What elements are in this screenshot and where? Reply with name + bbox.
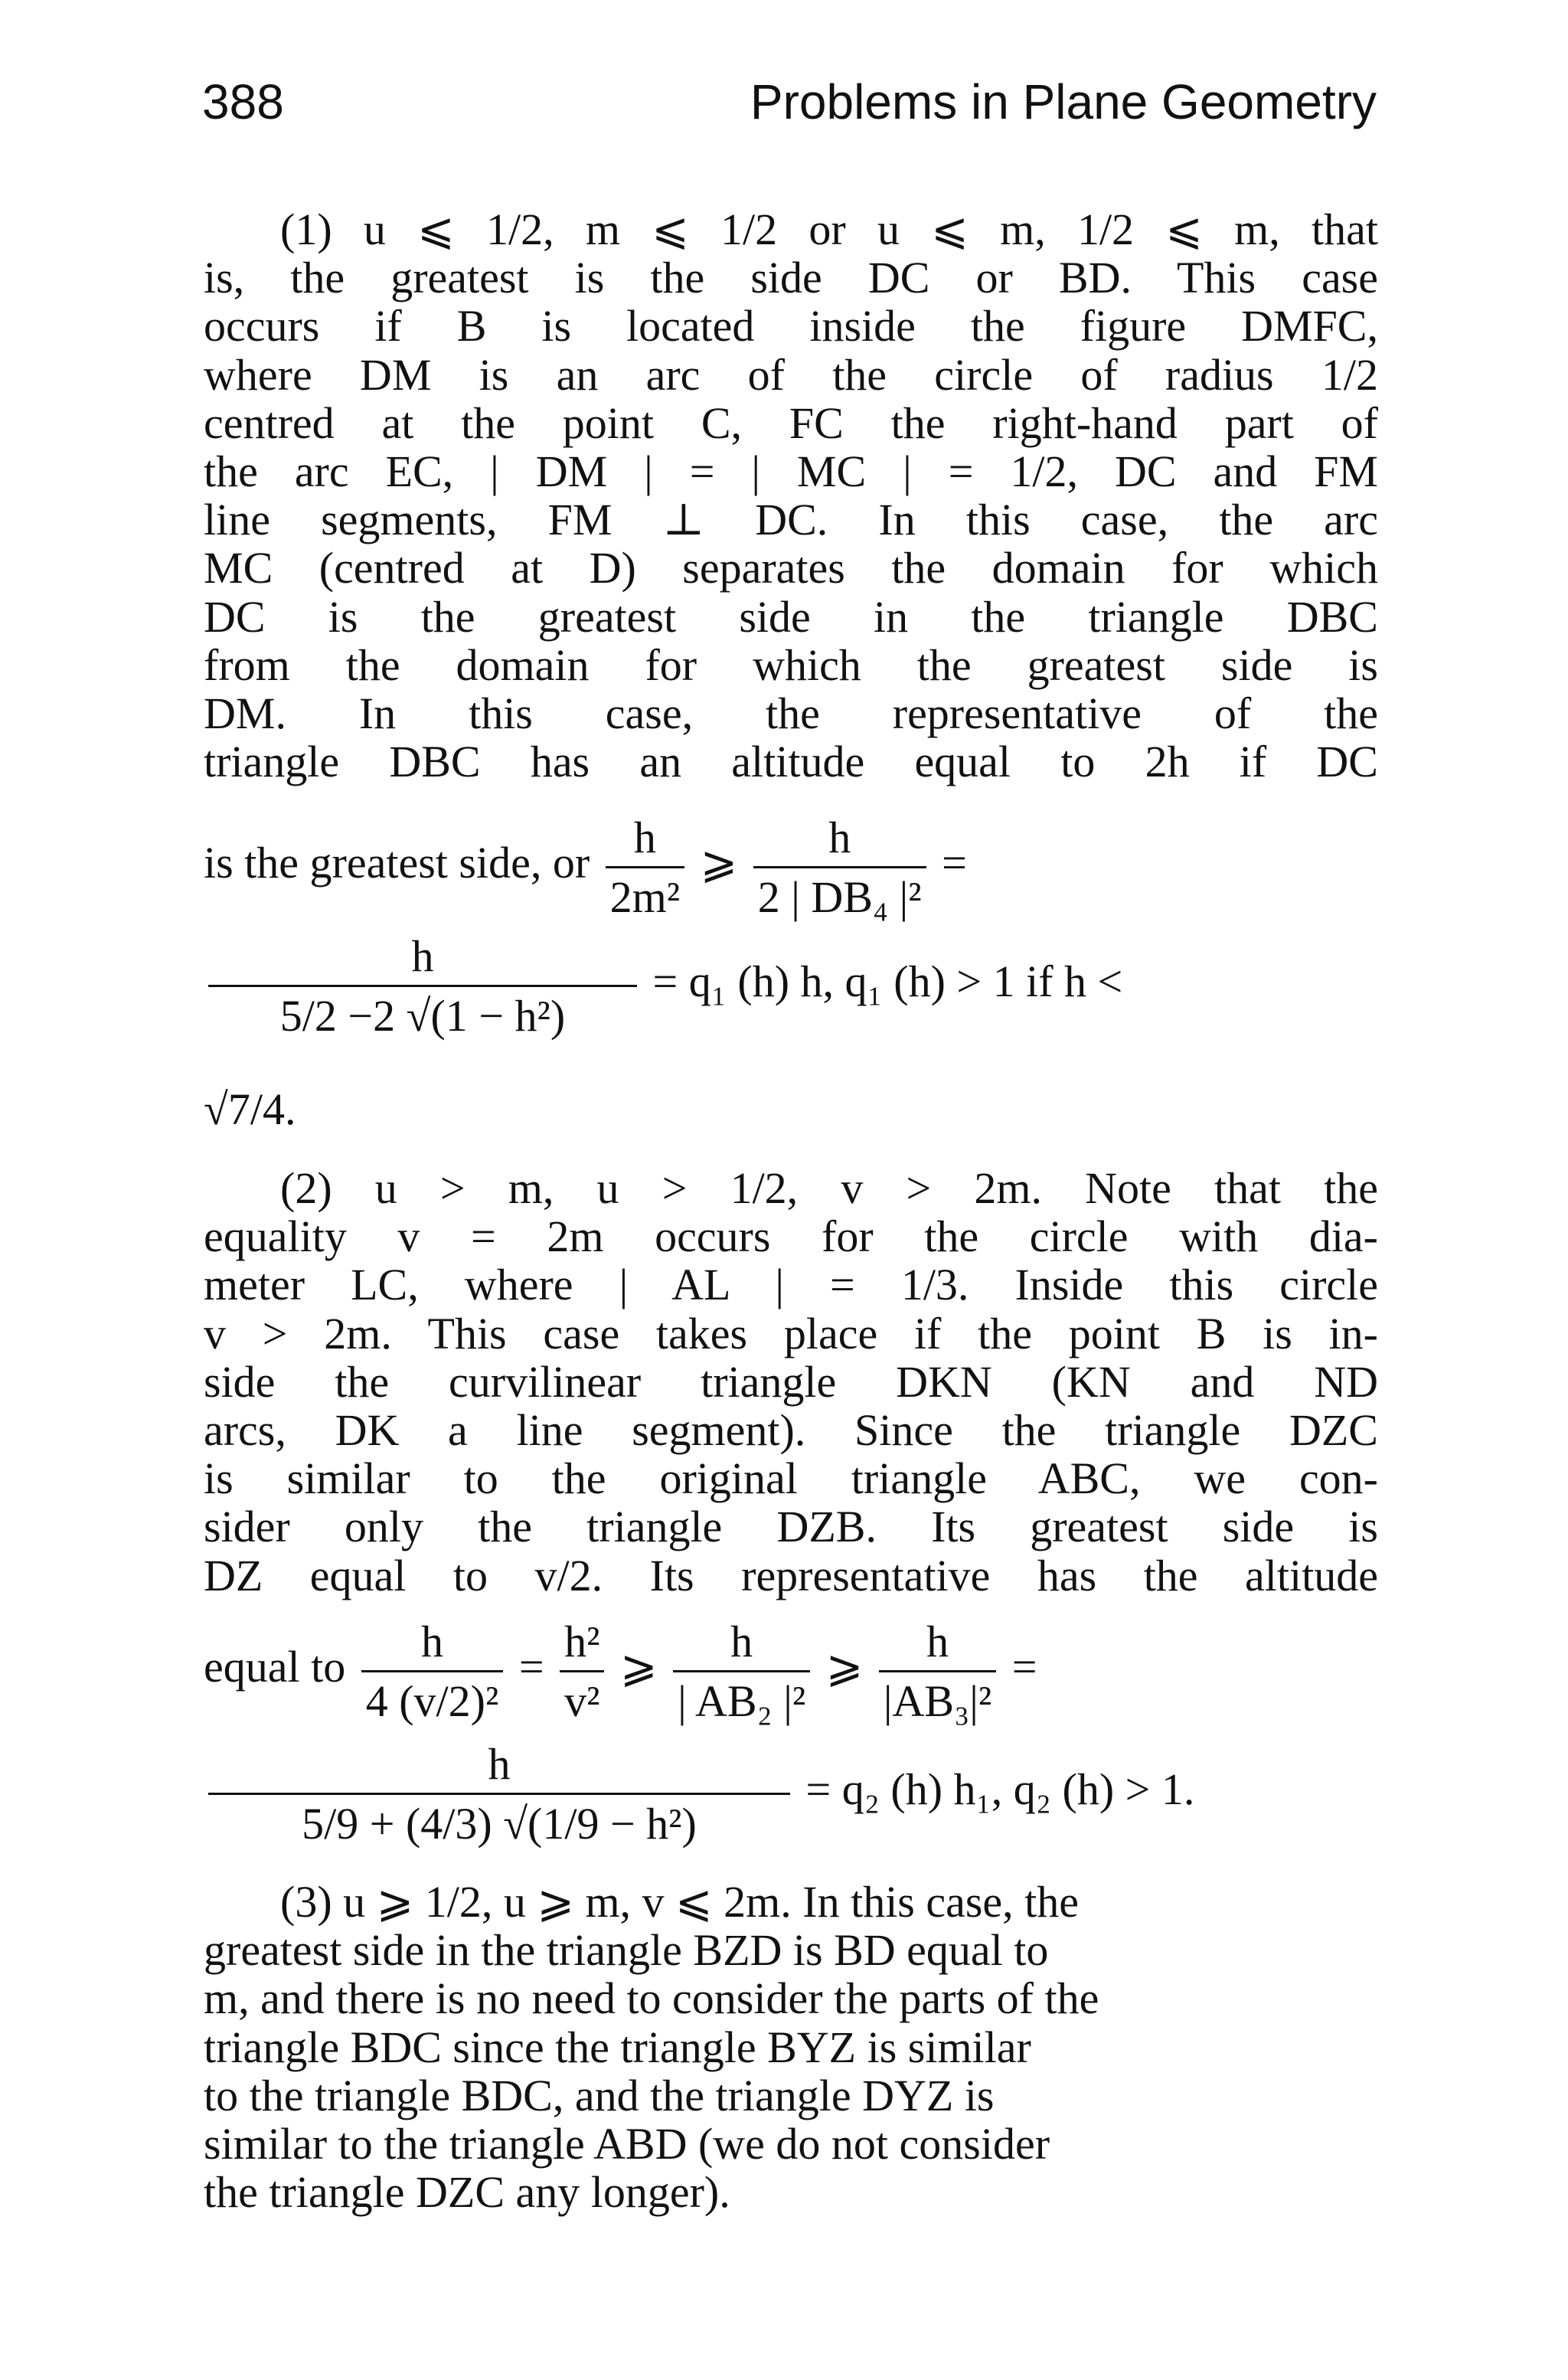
case2-paragraph (204, 1164, 1378, 1600)
text-line: side the curvilinear triangle DKN (KN and ND (204, 1356, 1378, 1407)
text-line: the triangle DZC any longer). (204, 2167, 730, 2218)
running-header (202, 74, 1377, 135)
text-line: from the domain for which the greatest side is (204, 639, 1378, 690)
numerator: h (828, 812, 851, 862)
text-line: occurs if B is located inside the figure DMFC, (204, 301, 1378, 351)
text-line: is similar to the original triangle ABC, we con- (204, 1453, 1378, 1504)
text-line: m, and there is no need to consider the parts of the (204, 1973, 1099, 2024)
numerator: h (421, 1617, 444, 1666)
text-line: greatest side in the triangle BZD is BD equal to (204, 1925, 1049, 1976)
case1-paragraph (204, 205, 1378, 786)
numerator: h (633, 812, 656, 862)
text-line: arcs, DK a line segment). Since the triangle DZC (204, 1405, 1378, 1456)
case1-formula-end (204, 1084, 1378, 1135)
fraction (753, 812, 926, 923)
text-line: (2) u > m, u > 1/2, v > 2m. Note that the (280, 1163, 1378, 1213)
fraction (606, 812, 685, 923)
text-line: triangle DBC has an altitude equal to 2h if DC (204, 737, 1378, 787)
text-line: is, the greatest is the side DC or BD. This case (204, 253, 1378, 303)
fraction (208, 930, 637, 1041)
numerator: h (926, 1617, 949, 1666)
case3-paragraph (204, 1878, 1378, 2216)
text-line: (1) u ⩽ 1/2, m ⩽ 1/2 or u ⩽ m, 1/2 ⩽ m, that (280, 204, 1378, 254)
text-line: DM. In this case, the representative of the (204, 688, 1378, 739)
numerator: h (730, 1617, 753, 1666)
text-line: v > 2m. This case takes place if the point B is in- (204, 1308, 1378, 1358)
denominator: 5/9 + (4/3) √(1/9 − h²) (208, 1793, 790, 1849)
text-line: meter LC, where | AL | = 1/3. Inside this circle (204, 1260, 1378, 1310)
text-line: where DM is an arc of the circle of radius 1/2 (204, 349, 1378, 400)
fraction (879, 1616, 996, 1727)
denominator-part: −2 √(1 − h²) (348, 991, 566, 1041)
formula-end: √7/4. (204, 1084, 296, 1134)
denominator: 2m² (606, 866, 685, 923)
text-line: equality v = 2m occurs for the circle with dia- (204, 1211, 1378, 1262)
text-line: (3) u ⩾ 1/2, u ⩾ m, v ⩽ 2m. In this case, the (280, 1877, 1080, 1927)
case2-formula-line1: equal to $\frac{h}{\text{4 (v/2)²}}$ = $\frac{\text{h²}}{\text{v²}}$ ⩾ $\frac{h}{\text{| AB₂ |²}}$ ⩾ $\frac{h}{\text{|AB₃|²}}$ = (204, 1617, 1037, 1726)
formula-lead: is the greatest side, or (204, 837, 590, 888)
text-line: line segments, FM ⊥ DC. In this case, the arc (204, 495, 1378, 545)
text-line: DZ equal to v/2. Its representative has the altitude (204, 1550, 1378, 1600)
denominator: | AB₂ |² (673, 1670, 810, 1727)
numerator: h² (564, 1617, 600, 1666)
denominator: 4 (v/2)² (361, 1670, 504, 1727)
case2-formula-line2 (204, 1738, 1378, 1849)
denominator: |AB₃|² (879, 1670, 996, 1727)
case1-formula-line2 (204, 930, 1378, 1041)
text-line: DC is the greatest side in the triangle DBC (204, 591, 1378, 642)
numerator: h (488, 1739, 511, 1789)
formula-tail: = q₁ (h) h, q₁ (h) > 1 if h < (652, 956, 1123, 1006)
denominator-part: 5/2 (279, 991, 337, 1041)
numerator: h (411, 931, 434, 981)
text-line: triangle BDC since the triangle BYZ is similar (204, 2022, 1031, 2072)
denominator (208, 985, 637, 1041)
text-line: MC (centred at D) separates the domain for which (204, 543, 1378, 593)
text-line: sider only the triangle DZB. Its greatest side is (204, 1502, 1378, 1552)
text-line: centred at the point C, FC the right-hand part of (204, 397, 1378, 448)
case1-formula-line1: is the greatest side, or $\frac{h}{\text{2m²}}$ ⩾ $\frac{h}{\text{2 | DB₄ |²}}$ = (204, 812, 967, 922)
text-line: to the triangle BDC, and the triangle DYZ is (204, 2070, 995, 2120)
formula-lead: equal to (204, 1641, 346, 1692)
text-line: the arc EC, | DM | = | MC | = 1/2, DC and FM (204, 446, 1378, 497)
fraction (673, 1616, 810, 1727)
text-line: similar to the triangle ABD (we do not consider (204, 2119, 1050, 2169)
fraction (208, 1738, 790, 1849)
fraction (361, 1616, 504, 1727)
denominator: 2 | DB₄ |² (753, 866, 926, 923)
formula-tail: = q₂ (h) h₁, q₂ (h) > 1. (805, 1764, 1195, 1814)
page-number: 388 (202, 74, 284, 129)
denominator: v² (560, 1670, 604, 1727)
fraction (560, 1616, 604, 1727)
running-title: Problems in Plane Geometry (750, 74, 1377, 129)
